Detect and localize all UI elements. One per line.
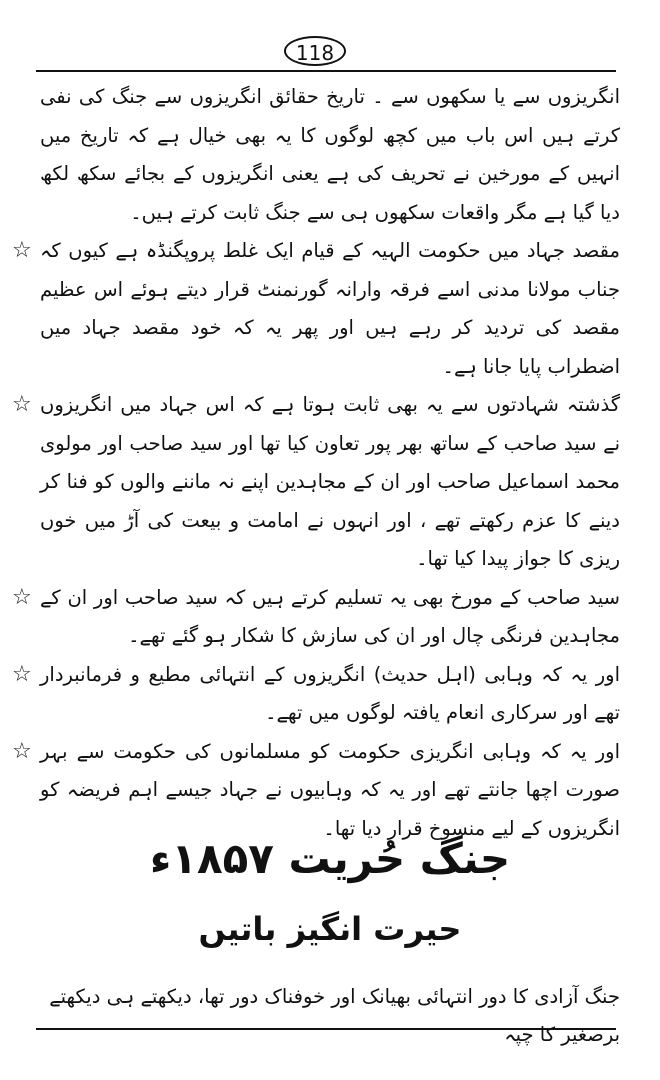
star-outline-icon: ☆: [12, 661, 32, 687]
footer-rule: [36, 1028, 616, 1030]
star-outline-icon: ☆: [12, 392, 32, 417]
star-outline-icon: ☆: [12, 238, 32, 263]
bullet-item: [12, 579, 620, 656]
bullet-text: مقصد جہاد میں حکومت الہیہ کے قیام ایک غلط پروپگنڈہ ہے کیوں کہ جناب مولانا مدنی اسے فرقہ وارانہ گورنمنٹ قرار دیتے ہوئے اس عظیم مقصد کی تردید کر رہے ہیں اور پھر یہ کہ خود مقصد جہاد میں اضطراب پایا جانا ہے۔: [40, 239, 620, 378]
bullet-item: [12, 386, 620, 579]
bullet-item: [12, 232, 620, 386]
bullet-text: گذشتہ شہادتوں سے یہ بھی ثابت ہوتا ہے کہ اس جہاد میں انگریزوں نے سید صاحب کے ساتھ بھر پور تعاون کیا تھا اور سید صاحب اور مولوی محمد اسماعیل صاحب اور ان کے مجاہدین اپنے نہ ماننے والوں کو فنا کر دینے کا عزم رکھتے تھے ، اور انہوں نے امامت و بیعت کی آڑ میں خوں ریزی کا جواز پیدا کیا تھا۔: [40, 393, 620, 570]
section-title: جنگ حُریت ۱۸۵۷ء: [149, 834, 511, 883]
section-subtitle: حیرت انگیز باتیں: [198, 910, 462, 948]
intro-paragraph: انگریزوں سے یا سکھوں سے ۔ تاریخ حقائق انگریزوں سے جنگ کی نفی کرتے ہیں اس باب میں کچھ لوگوں کا یہ بھی خیال ہے کہ تاریخ میں انہیں کے مورخین نے تحریف کی ہے یعنی انگریزوں کے بجائے سکھ لکھ دیا گیا ہے مگر واقعات سکھوں ہی سے جنگ ثابت کرتے ہیں۔: [40, 85, 620, 224]
bullet-text: سید صاحب کے مورخ بھی یہ تسلیم کرتے ہیں کہ سید صاحب اور ان کے مجاہدین فرنگی چال اور ان کی سازش کا شکار ہو گئے تھے۔: [40, 585, 620, 647]
section-heading-block: [40, 820, 620, 960]
header-rule: [36, 70, 616, 72]
page-number: 118: [284, 36, 346, 66]
section-first-line: جنگ آزادی کا دور انتہائی بھیانک اور خوفناک دور تھا، دیکھتے ہی دیکھتے برصغیر کا چپہ: [49, 985, 620, 1046]
star-outline-icon: ☆: [12, 738, 32, 764]
bullet-item: [12, 656, 620, 733]
star-outline-icon: ☆: [12, 584, 32, 610]
body-text: [12, 78, 620, 848]
bullet-text: اور یہ کہ وہابی انگریزی حکومت کو مسلمانوں کی حکومت سے بہر صورت اچھا جانتے تھے اور یہ کہ وہابیوں نے جہاد جیسے اہم فریضہ کو انگریزوں کے لیے منسوخ قرار دیا تھا۔: [40, 739, 620, 840]
bullet-text: اور یہ کہ وہابی (اہل حدیث) انگریزوں کے انتہائی مطیع و فرمانبردار تھے اور سرکاری انعام یافتہ لوگوں میں تھے۔: [40, 662, 620, 724]
